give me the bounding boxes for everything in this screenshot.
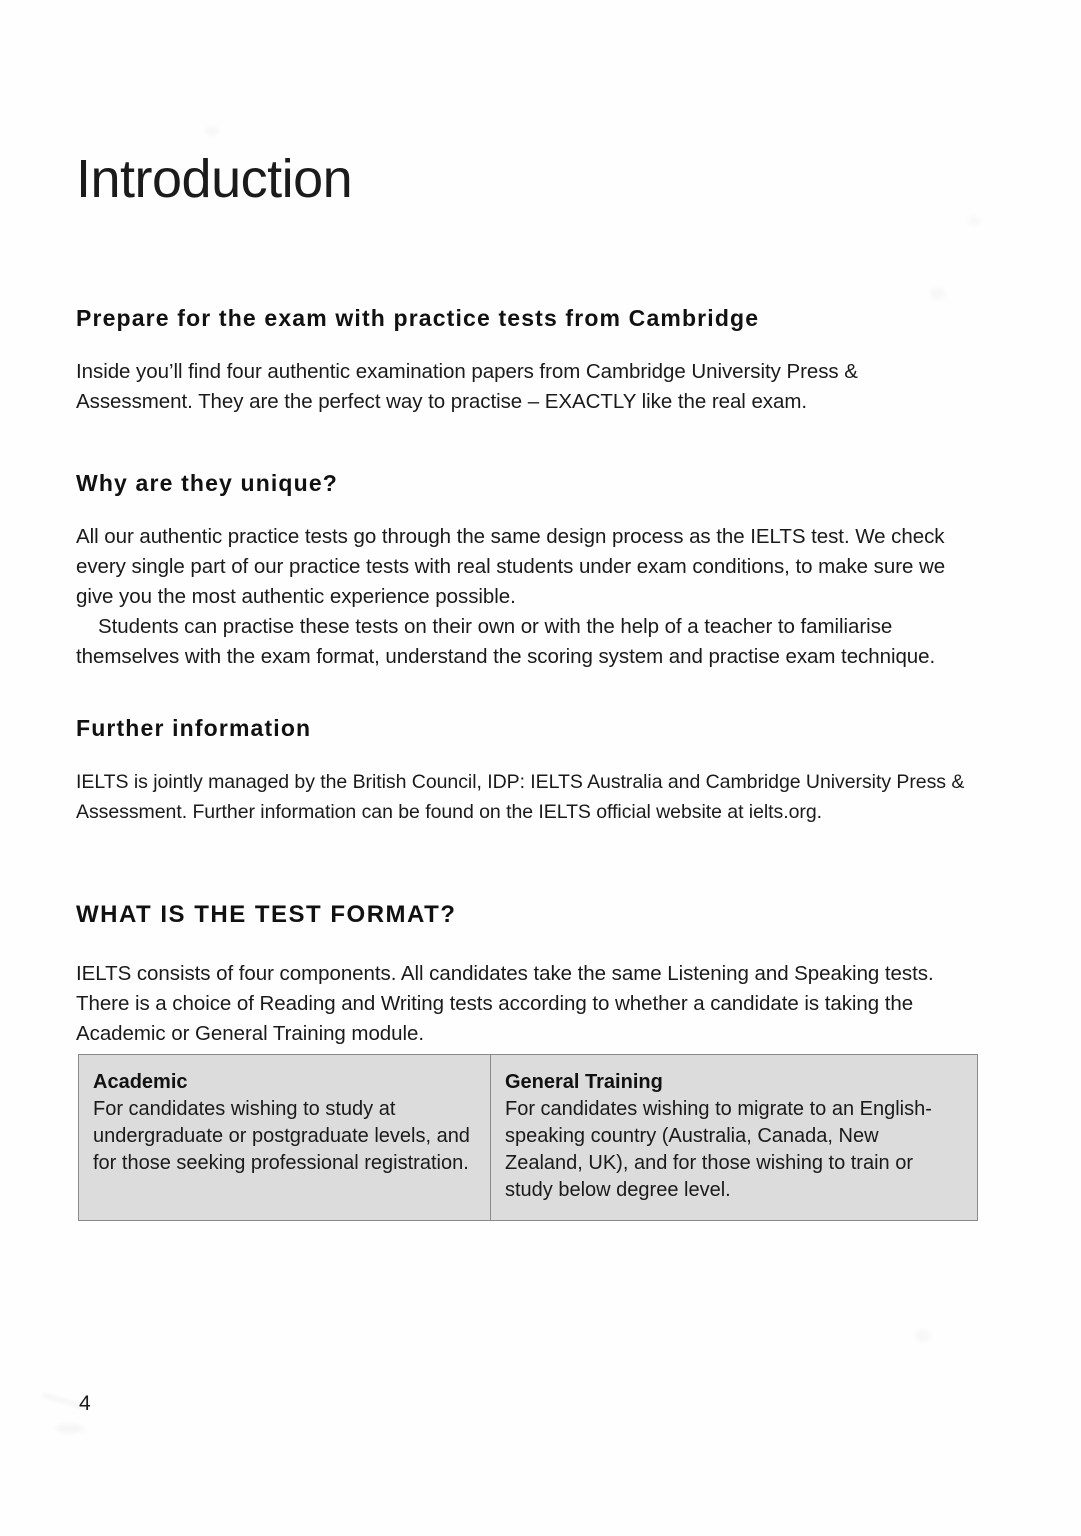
section-paragraph: All our authentic practice tests go through the same design process as the IELTS test. We check every single part of our practice tests with real students under exam conditions, to make sure we give you the most authentic experience possible. — [76, 525, 946, 609]
scan-artifact — [930, 288, 946, 300]
table-cell-text: For candidates wishing to study at undergraduate or postgraduate levels, and for those seeking professional registration. — [93, 1098, 470, 1174]
section-paragraph-indented — [76, 612, 966, 672]
test-format-table — [78, 1054, 978, 1221]
scan-artifact — [915, 1330, 931, 1342]
section-paragraph: Inside you’ll find four authentic examination papers from Cambridge University Press & Assessment. They are the perfect way to practise – EXACTLY like the real exam. — [76, 360, 858, 414]
page-number: 4 — [79, 1392, 91, 1415]
section-heading: WHAT IS THE TEST FORMAT? — [76, 901, 457, 928]
page-title: Introduction — [76, 149, 353, 209]
paragraph-text: Students can practise these tests on their own or with the help of a teacher to familiarise themselves with the exam format, understand the scoring system and practise exam technique. — [76, 615, 936, 669]
table-cell-academic — [79, 1055, 491, 1220]
section-paragraph: IELTS consists of four components. All candidates take the same Listening and Speaking tests. There is a choice of Reading and Writing tests according to whether a candidate is taking the Academic or General Training module. — [76, 961, 934, 1045]
section-heading: Why are they unique? — [76, 470, 338, 496]
section-prepare-for-exam — [76, 305, 966, 417]
section-further-information — [76, 715, 966, 827]
scan-artifact — [55, 1424, 85, 1433]
section-why-unique — [76, 470, 966, 672]
table-cell-title: Academic — [93, 1071, 188, 1093]
section-heading: Prepare for the exam with practice tests from Cambridge — [76, 305, 760, 331]
section-heading: Further information — [76, 715, 312, 741]
scan-artifact — [968, 216, 980, 226]
table-cell-general-training — [491, 1055, 977, 1220]
table-cell-text: For candidates wishing to migrate to an English-speaking country (Australia, Canada, New Zealand, UK), and for those wishing to train or study below degree level. — [505, 1098, 932, 1201]
section-paragraph: IELTS is jointly managed by the British Council, IDP: IELTS Australia and Cambridge University Press & Assessment. Further information can be found on the IELTS official website at ielts.org. — [76, 771, 965, 823]
section-test-format — [76, 901, 966, 1049]
table-cell-title: General Training — [505, 1071, 663, 1093]
scan-artifact — [205, 126, 219, 136]
